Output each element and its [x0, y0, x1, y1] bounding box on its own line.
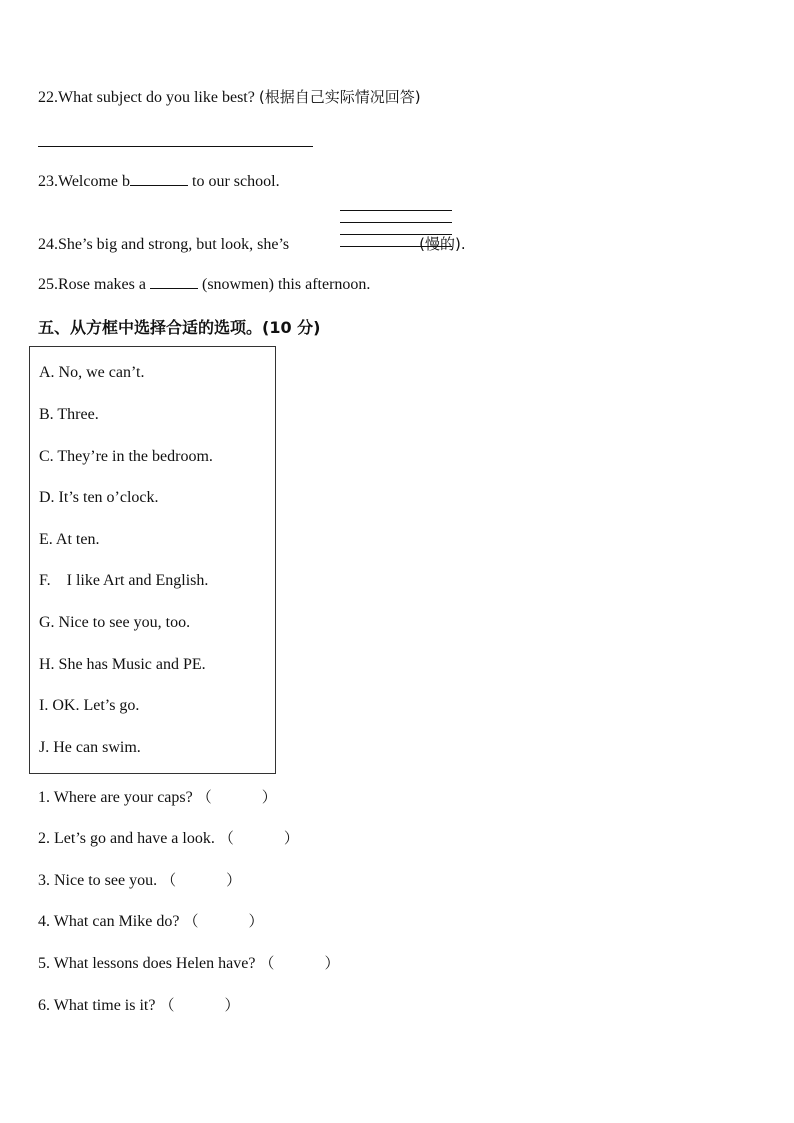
- answer-paren-6[interactable]: （ ）: [159, 996, 240, 1014]
- answer-paren-1[interactable]: （ ）: [196, 788, 277, 806]
- match-question-1: [38, 786, 277, 807]
- question-23-before: 23.Welcome b: [38, 173, 131, 190]
- option-d: D. It’s ten o’clock.: [39, 489, 159, 506]
- match-question-5-text: 5. What lessons does Helen have?: [38, 955, 256, 972]
- question-25: [38, 274, 370, 295]
- section-5-heading: 五、从方框中选择合适的选项。(10 分): [38, 318, 321, 337]
- match-question-6-text: 6. What time is it?: [38, 997, 156, 1014]
- options-box: [29, 346, 276, 774]
- match-question-4-text: 4. What can Mike do?: [38, 913, 180, 930]
- option-h: H. She has Music and PE.: [39, 656, 206, 673]
- option-c: C. They’re in the bedroom.: [39, 448, 213, 465]
- answer-paren-4[interactable]: （ ）: [183, 912, 264, 930]
- match-question-5: [38, 952, 339, 973]
- question-23: [38, 171, 280, 192]
- answer-paren-5[interactable]: （ ）: [259, 954, 340, 972]
- answer-blank-25[interactable]: [150, 274, 198, 289]
- answer-line-22[interactable]: [38, 146, 313, 147]
- option-a: A. No, we can’t.: [39, 364, 145, 381]
- option-f: F. I like Art and English.: [39, 572, 209, 589]
- question-22-note: (根据自己实际情况回答): [258, 88, 421, 106]
- question-25-after: (snowmen) this afternoon.: [201, 276, 371, 293]
- question-25-before: 25.Rose makes a: [38, 276, 146, 293]
- question-24-before: 24.She’s big and strong, but look, she’s: [38, 236, 290, 253]
- question-24: [38, 234, 466, 255]
- option-g: G. Nice to see you, too.: [39, 614, 191, 631]
- match-question-3-text: 3. Nice to see you.: [38, 872, 158, 889]
- question-22: [38, 87, 421, 108]
- match-question-2: [38, 827, 299, 848]
- answer-paren-3[interactable]: （ ）: [161, 871, 242, 889]
- match-question-6: [38, 994, 240, 1015]
- option-b: B. Three.: [39, 406, 99, 423]
- match-question-4: [38, 910, 263, 931]
- match-question-2-text: 2. Let’s go and have a look.: [38, 830, 215, 847]
- answer-paren-2[interactable]: （ ）: [218, 829, 299, 847]
- option-j: J. He can swim.: [39, 739, 141, 756]
- option-e: E. At ten.: [39, 531, 100, 548]
- question-24-hint: (慢的).: [419, 235, 466, 253]
- match-question-3: [38, 869, 241, 890]
- match-question-1-text: 1. Where are your caps?: [38, 789, 193, 806]
- answer-blank-23[interactable]: [130, 171, 188, 186]
- question-23-after: to our school.: [192, 173, 280, 190]
- question-22-text: 22.What subject do you like best?: [38, 89, 255, 106]
- option-i: I. OK. Let’s go.: [39, 697, 140, 714]
